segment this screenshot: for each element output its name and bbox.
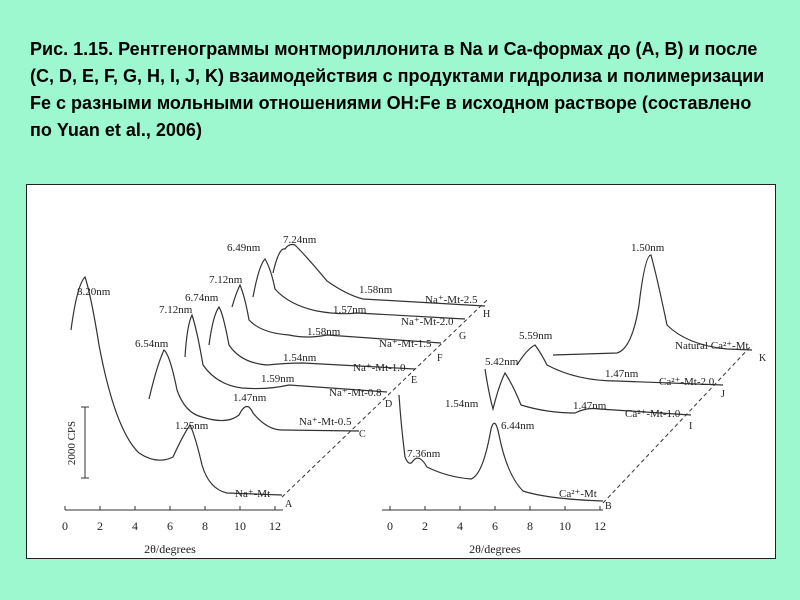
left-axis-title: 2θ/degrees bbox=[144, 542, 196, 556]
ca-peak-1: 1.54nm bbox=[445, 398, 479, 410]
left-x-axis bbox=[62, 506, 283, 556]
ca-sample-letter-I: I bbox=[689, 421, 693, 432]
ca-peak-6: 1.47nm bbox=[605, 368, 639, 380]
na-sample-letter-H: H bbox=[483, 309, 491, 320]
na-sample-letter-C: C bbox=[359, 429, 366, 440]
na-sample-label-H: Na⁺-Mt-2.5 bbox=[425, 294, 478, 306]
na-peak-6: 6.74nm bbox=[185, 292, 219, 304]
na-peak-1: 1.25nm bbox=[175, 420, 209, 432]
right-axis-title: 2θ/degrees bbox=[469, 542, 521, 556]
na-sample-letter-D: D bbox=[385, 399, 393, 410]
scale-bar bbox=[66, 407, 89, 478]
na-peak-4: 7.12nm bbox=[159, 304, 193, 316]
ca-peak-3: 5.42nm bbox=[485, 356, 519, 368]
na-sample-letter-F: F bbox=[437, 353, 443, 364]
figure-caption: Рис. 1.15. Рентгенограммы монтмориллонита в Na и Ca-формах до (A, B) и после (C, D, E, F, G, H, I, J, K) взаимодействия с продуктами гидролиза и полимеризации Fe с разными мольными отношениями OH:Fe в исходном растворе (составлено по Yuan et al., 2006) bbox=[30, 39, 765, 140]
na-sample-label-C: Na⁺-Mt-0.5 bbox=[299, 416, 352, 428]
na-peak-5: 1.59nm bbox=[261, 373, 295, 385]
right-tick-12: 12 bbox=[594, 519, 606, 533]
na-peak-0: 8.20nm bbox=[77, 286, 111, 298]
na-sample-letter-E: E bbox=[411, 375, 418, 386]
na-peak-12: 7.24nm bbox=[283, 234, 317, 246]
na-peak-13: 1.58nm bbox=[359, 284, 393, 296]
left-tick-2: 2 bbox=[97, 519, 103, 533]
right-tick-6: 6 bbox=[492, 519, 498, 533]
ca-sample-label-I: Ca²⁺-Mt-1.0 bbox=[625, 408, 681, 420]
na-sample-label-E: Na⁺-Mt-1.0 bbox=[353, 362, 406, 374]
na-peak-9: 1.58nm bbox=[307, 326, 341, 338]
right-tick-2: 2 bbox=[422, 519, 428, 533]
na-sample-letter-A: A bbox=[285, 499, 293, 510]
na-peak-10: 6.49nm bbox=[227, 242, 261, 254]
ca-peak-0: 7.36nm bbox=[407, 448, 441, 460]
ca-peak-5: 5.59nm bbox=[519, 330, 553, 342]
na-peak-11: 1.57nm bbox=[333, 304, 367, 316]
stack-offset-lines bbox=[282, 300, 752, 503]
na-sample-label-F: Na⁺-Mt-1.5 bbox=[379, 338, 432, 350]
left-tick-6: 6 bbox=[167, 519, 173, 533]
ca-peak-4: 1.47nm bbox=[573, 400, 607, 412]
ca-peak-7: 1.50nm bbox=[631, 242, 665, 254]
na-sample-label-A: Na⁺-Mt bbox=[235, 488, 271, 500]
scale-bar-label: 2000 CPS bbox=[66, 420, 78, 466]
ca-sample-label-K: Natural Ca²⁺-Mt bbox=[675, 340, 749, 352]
ca-sample-label-B: Ca²⁺-Mt bbox=[559, 488, 597, 500]
na-peak-3: 1.47nm bbox=[233, 392, 267, 404]
na-sample-label-D: Na⁺-Mt-0.8 bbox=[329, 387, 382, 399]
na-peak-8: 7.12nm bbox=[209, 274, 243, 286]
left-tick-0: 0 bbox=[62, 519, 68, 533]
ca-peak-2: 6.44nm bbox=[501, 420, 535, 432]
left-tick-8: 8 bbox=[202, 519, 208, 533]
xrd-patterns-svg bbox=[27, 185, 777, 560]
ca-sample-letter-B: B bbox=[605, 501, 612, 512]
right-tick-4: 4 bbox=[457, 519, 463, 533]
na-sample-label-G: Na⁺-Mt-2.0 bbox=[401, 316, 454, 328]
right-tick-10: 10 bbox=[559, 519, 571, 533]
na-sample-letter-G: G bbox=[459, 331, 467, 342]
ca-sample-letter-K: K bbox=[759, 353, 767, 364]
right-tick-0: 0 bbox=[387, 519, 393, 533]
left-tick-4: 4 bbox=[132, 519, 138, 533]
xrd-figure bbox=[26, 184, 776, 559]
left-tick-12: 12 bbox=[269, 519, 281, 533]
ca-sample-label-J: Ca²⁺-Mt-2.0 bbox=[659, 376, 715, 388]
na-peak-7: 1.54nm bbox=[283, 352, 317, 364]
na-peak-2: 6.54nm bbox=[135, 338, 169, 350]
right-x-axis bbox=[382, 506, 606, 556]
left-tick-10: 10 bbox=[234, 519, 246, 533]
right-tick-8: 8 bbox=[527, 519, 533, 533]
ca-sample-letter-J: J bbox=[721, 389, 725, 400]
